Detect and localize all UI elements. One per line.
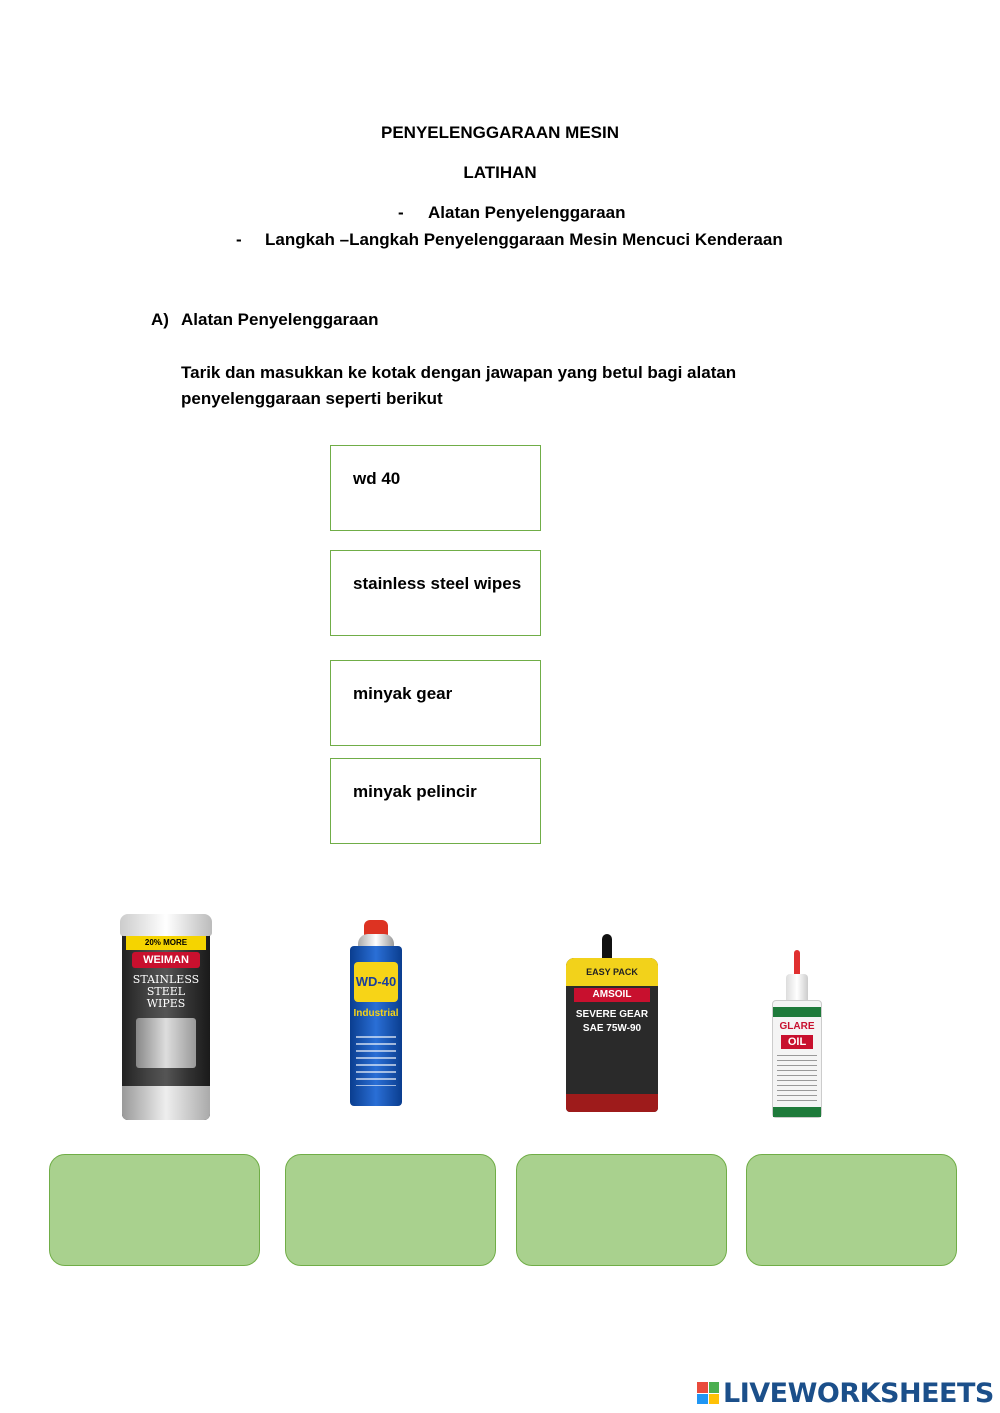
page-title: PENYELENGGARAAN MESIN: [380, 123, 620, 142]
topic-bullet-1: -: [398, 203, 404, 222]
answer-option-label: minyak gear: [353, 684, 453, 703]
answer-option-minyak-gear[interactable]: [330, 660, 541, 746]
drop-zone-1[interactable]: [49, 1154, 260, 1266]
answer-option-minyak-pelincir[interactable]: [330, 758, 541, 844]
instruction-line-1: Tarik dan masukkan ke kotak dengan jawapan yang betul bagi alatan: [181, 363, 737, 382]
answer-option-wd40[interactable]: [330, 445, 541, 531]
liveworksheets-icon: [697, 1382, 719, 1404]
drop-zone-4[interactable]: [746, 1154, 957, 1266]
section-heading: Alatan Penyelenggaraan: [181, 310, 379, 329]
glare-oil-bottle-image: GLARE OIL: [772, 950, 822, 1118]
answer-option-stainless-steel-wipes[interactable]: [330, 550, 541, 636]
topic-item-1: Alatan Penyelenggaraan: [428, 203, 626, 222]
liveworksheets-wordmark: LIVEWORKSHEETS: [723, 1377, 994, 1409]
drop-zone-3[interactable]: [516, 1154, 727, 1266]
weiman-wipes-image: 20% MORE WEIMAN STAINLESS STEEL WIPES: [122, 914, 214, 1124]
wd40-can-image: WD-40 Industrial: [350, 920, 402, 1110]
answer-option-label: minyak pelincir: [353, 782, 477, 801]
topic-item-2: Langkah –Langkah Penyelenggaraan Mesin Mencuci Kenderaan: [265, 230, 783, 249]
section-label: A): [151, 310, 169, 329]
answer-option-label: wd 40: [353, 469, 401, 488]
drop-zone-2[interactable]: [285, 1154, 496, 1266]
topic-bullet-2: -: [236, 230, 242, 249]
amsoil-gear-oil-image: EASY PACK AMSOIL SEVERE GEAR SAE 75W-90: [566, 934, 658, 1114]
answer-option-label: stainless steel wipes: [353, 574, 522, 593]
instruction-line-2: penyelenggaraan seperti berikut: [181, 389, 443, 408]
liveworksheets-logo: [697, 1378, 994, 1408]
page-subtitle: LATIHAN: [463, 163, 537, 182]
